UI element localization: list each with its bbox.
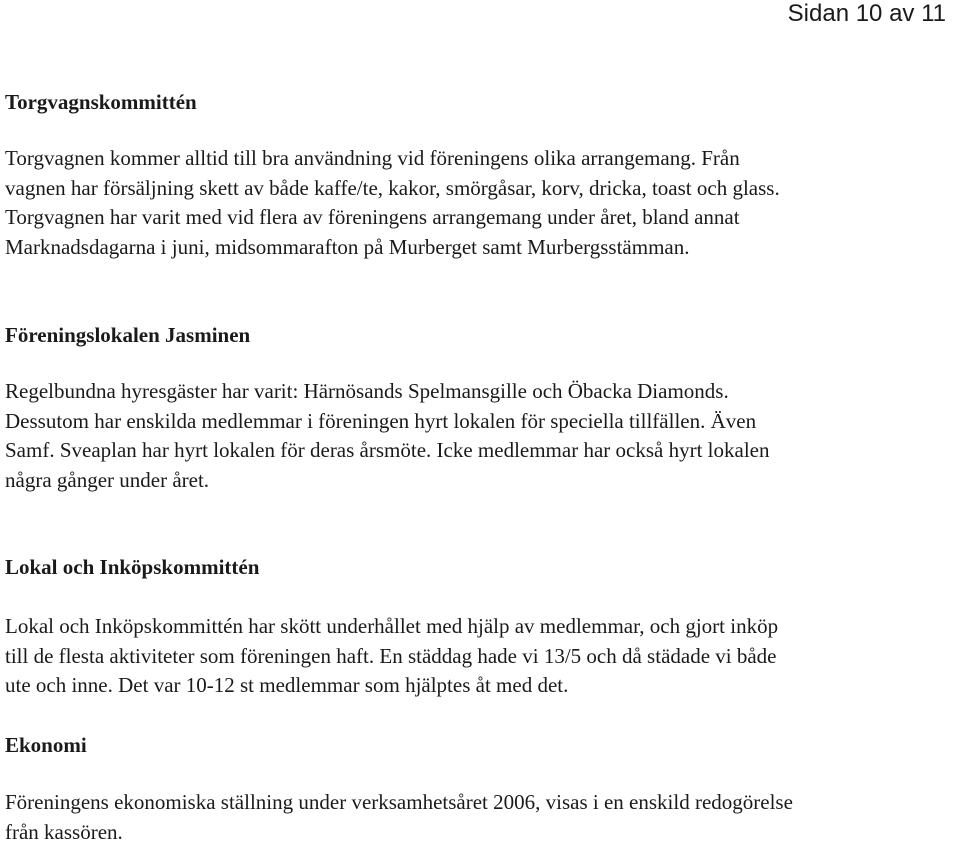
text-line: Marknadsdagarna i juni, midsommarafton på Murberget samt Murbergsstämman. [5, 233, 960, 263]
section-heading-lokal-inkop: Lokal och Inköpskommittén [5, 553, 259, 581]
text-line: ute och inne. Det var 10-12 st medlemmar som hjälptes åt med det. [5, 671, 960, 701]
section-body-ekonomi [5, 788, 960, 847]
section-heading-torgvagnskommitten: Torgvagnskommittén [5, 88, 197, 116]
text-line: Dessutom har enskilda medlemmar i föreningen hyrt lokalen för speciella tillfällen. Även [5, 407, 960, 437]
text-line: Samf. Sveaplan har hyrt lokalen för deras årsmöte. Icke medlemmar har också hyrt lokalen [5, 436, 960, 466]
text-line: till de flesta aktiviteter som föreningen haft. En städdag hade vi 13/5 och då städade vi både [5, 642, 960, 672]
text-line: Torgvagnen kommer alltid till bra användning vid föreningens olika arrangemang. Från [5, 144, 960, 174]
text-line: vagnen har försäljning skett av både kaffe/te, kakor, smörgåsar, korv, dricka, toast och glass. [5, 174, 960, 204]
section-heading-foreningslokalen: Föreningslokalen Jasminen [5, 321, 250, 349]
text-line: Föreningens ekonomiska ställning under verksamhetsåret 2006, visas i en enskild redogörelse [5, 788, 960, 818]
section-body-torgvagnskommitten [5, 144, 960, 262]
text-line: Torgvagnen har varit med vid flera av föreningens arrangemang under året, bland annat [5, 203, 960, 233]
text-line: några gånger under året. [5, 466, 960, 496]
section-body-lokal-inkop [5, 612, 960, 701]
page-number: Sidan 10 av 11 [788, 0, 946, 28]
text-line: Lokal och Inköpskommittén har skött underhållet med hjälp av medlemmar, och gjort inköp [5, 612, 960, 642]
text-line: från kassören. [5, 818, 960, 847]
text-line: Regelbundna hyresgäster har varit: Härnösands Spelmansgille och Öbacka Diamonds. [5, 377, 960, 407]
section-body-foreningslokalen [5, 377, 960, 495]
section-heading-ekonomi: Ekonomi [5, 731, 87, 759]
